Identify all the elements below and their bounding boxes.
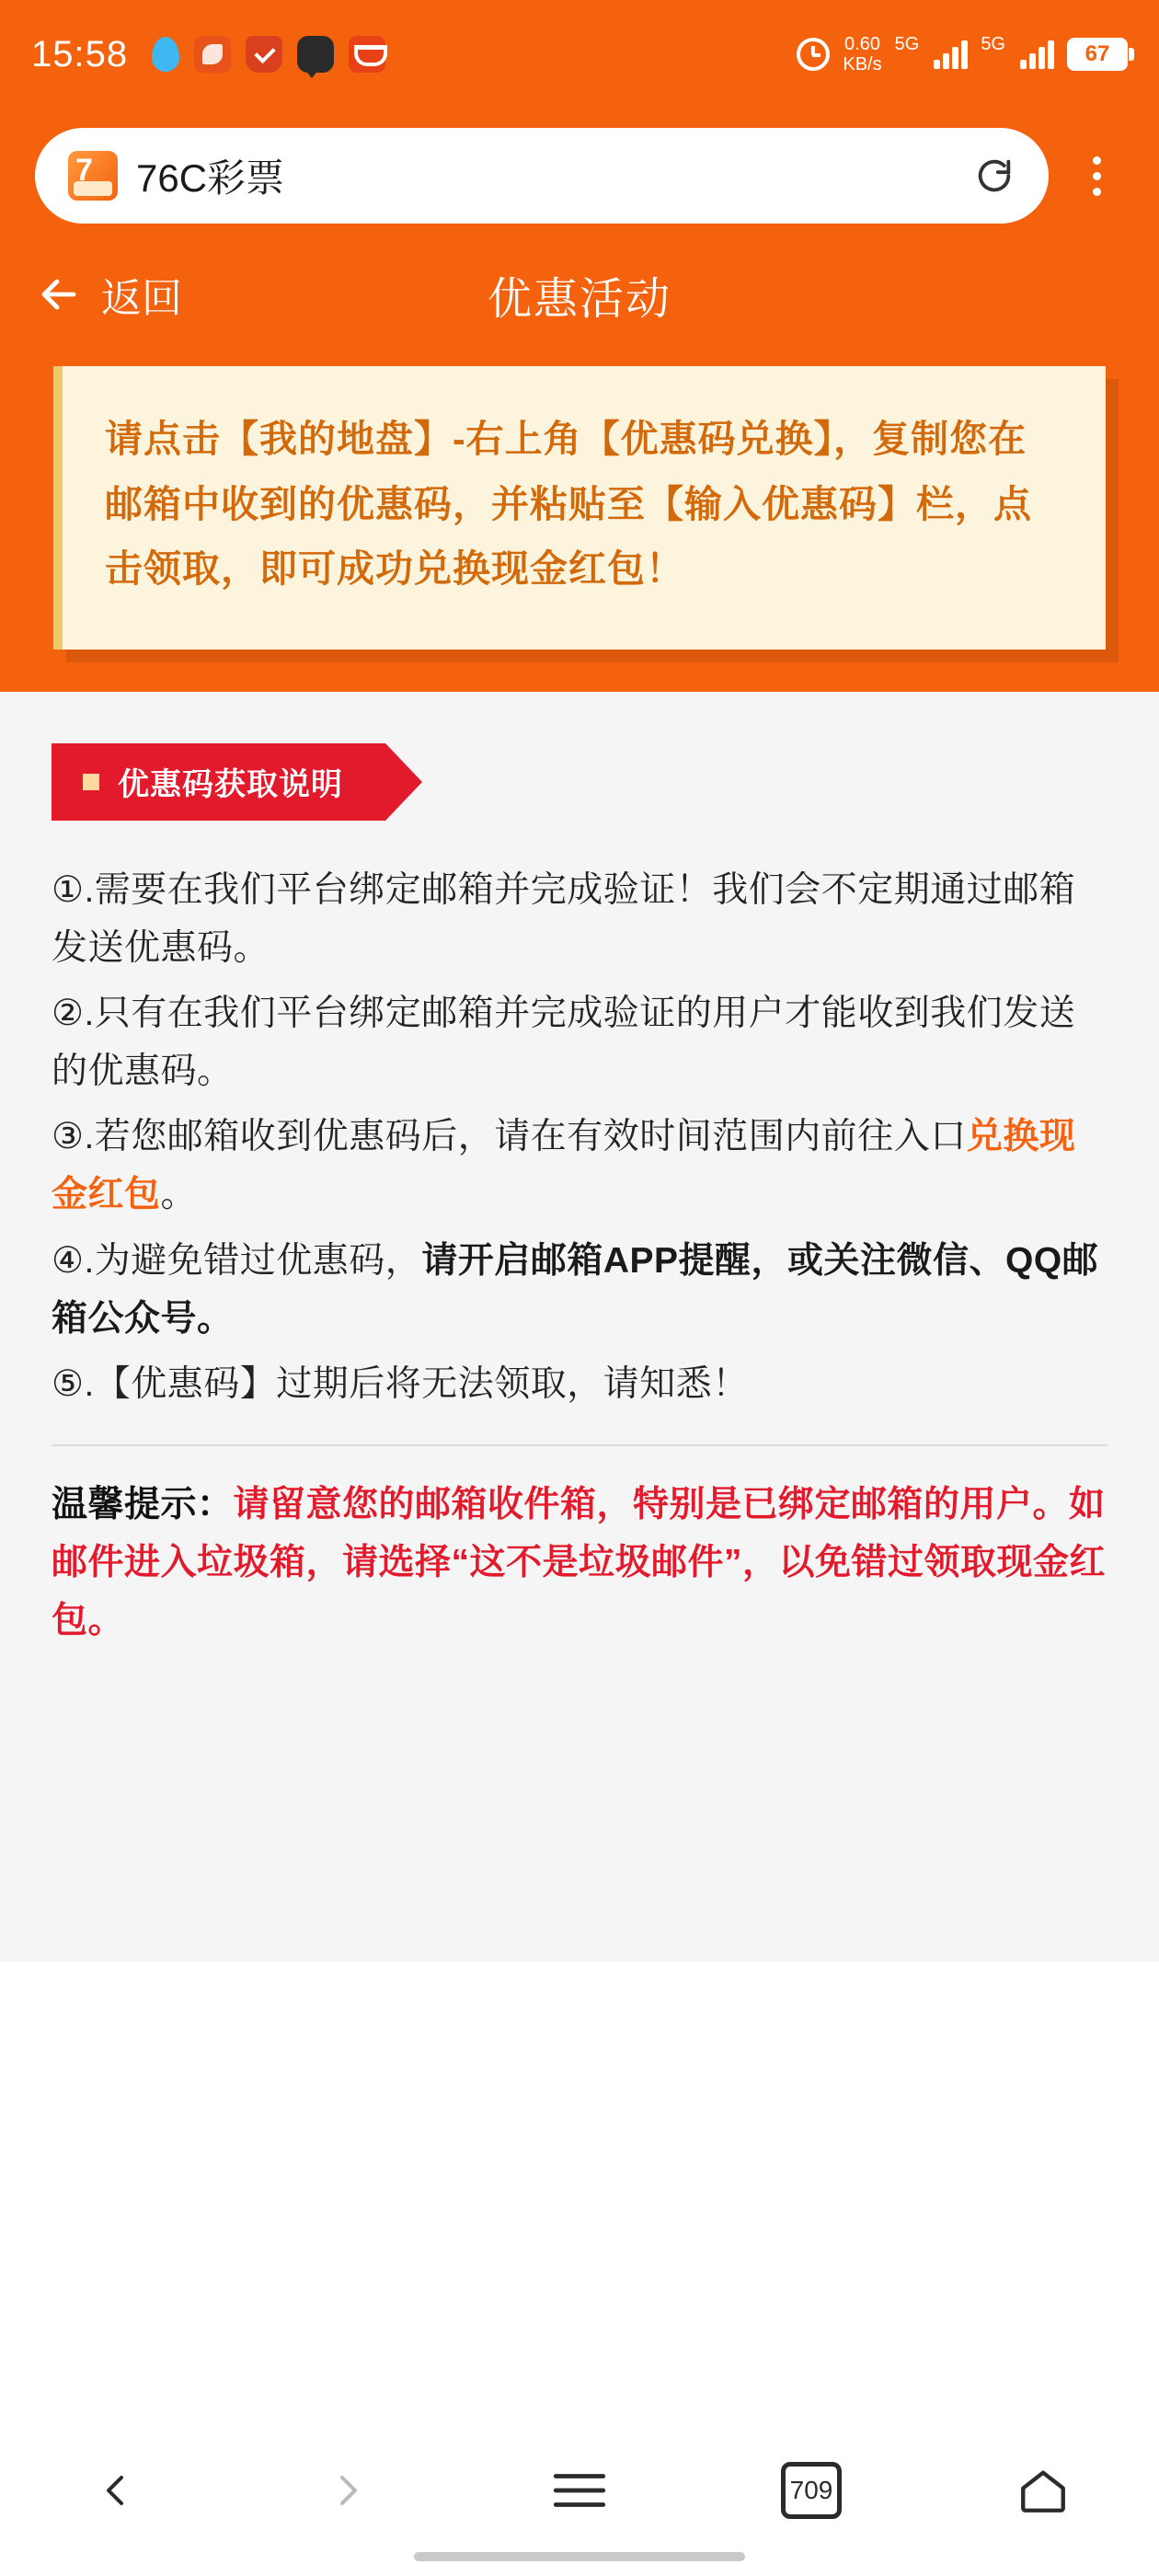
rule-item-3-tail: 。 <box>160 1175 198 1215</box>
nav-tabs-button[interactable] <box>747 2444 876 2536</box>
rule-item-2: ②.只有在我们平台绑定邮箱并完成验证的用户才能收到我们发送的优惠码。 <box>52 993 1076 1092</box>
notice-card <box>53 366 1106 650</box>
chevron-left-icon[interactable] <box>94 2463 138 2518</box>
nav-back-button[interactable] <box>52 2444 180 2536</box>
mail-icon <box>349 36 385 73</box>
nav-forward-button[interactable] <box>283 2444 412 2536</box>
reload-icon[interactable] <box>973 155 1016 197</box>
signal-bars-2 <box>1020 40 1054 69</box>
bullet-square-icon <box>83 774 99 790</box>
water-drop-icon <box>152 37 179 72</box>
rule-item-3-text: ③.若您邮箱收到优惠码后，请在有效时间范围内前往入口 <box>52 1117 967 1157</box>
battery-indicator: 67 <box>1067 38 1128 71</box>
back-button-label[interactable]: 返回 <box>101 276 182 321</box>
nav-menu-button[interactable] <box>515 2444 644 2536</box>
back-arrow-icon[interactable] <box>37 272 81 316</box>
signal-1-label: 5G <box>894 34 920 54</box>
home-indicator <box>414 2552 745 2561</box>
rule-item-4 <box>52 1232 1107 1348</box>
warm-tip-body: 请留意您的邮箱收件箱，特别是已绑定邮箱的用户。如邮件进入垃圾箱，请选择“这不是垃圾邮件”，以免错过领取现金红包。 <box>52 1485 1107 1641</box>
status-left-icons <box>152 36 385 73</box>
signal-bars-1 <box>934 40 968 69</box>
back-button[interactable] <box>37 265 182 324</box>
home-icon[interactable] <box>1016 2464 1070 2517</box>
page-title: 优惠活动 <box>487 274 671 324</box>
rule-item-4-bold: 请开启邮箱APP提醒，或关注微信、QQ邮箱公众号。 <box>52 1240 1099 1339</box>
browser-toolbar <box>0 109 1159 243</box>
leaf-icon <box>194 36 231 73</box>
shield-icon <box>246 36 282 73</box>
page-header <box>0 243 1159 346</box>
address-bar[interactable] <box>35 128 1049 224</box>
alarm-icon <box>797 38 830 71</box>
status-bar <box>0 0 1159 109</box>
signal-2-label: 5G <box>981 34 1005 54</box>
warm-tip-label: 温馨提示： <box>52 1485 234 1525</box>
network-speed-value: 0.60 <box>844 34 880 54</box>
network-speed-unit: KB/s <box>843 54 882 75</box>
warm-tip <box>52 1476 1107 1650</box>
browser-bottom-nav <box>0 2405 1159 2576</box>
hero-section <box>0 346 1159 692</box>
rule-item-3 <box>52 1108 1107 1224</box>
rule-item-1: ①.需要在我们平台绑定邮箱并完成验证！我们会不定期通过邮箱发送优惠码。 <box>52 869 1076 968</box>
section-ribbon-title: 优惠码获取说明 <box>118 767 343 803</box>
status-right-icons <box>797 34 1128 75</box>
nav-home-button[interactable] <box>979 2444 1107 2536</box>
notice-text: 请点击【我的地盘】-右上角【优惠码兑换】，复制您在邮箱中收到的优惠码，并粘贴至【输入优惠码】栏，点击领取，即可成功兑换现金红包！ <box>105 418 1032 591</box>
rule-list <box>52 861 1107 1414</box>
chat-bubble-icon <box>297 36 334 73</box>
chevron-right-icon[interactable] <box>326 2463 370 2518</box>
rule-item-3-highlight: 兑换现金红包 <box>52 1117 1076 1215</box>
site-favicon <box>68 151 118 201</box>
instructions-section <box>0 692 1159 1961</box>
rule-item-5: ⑤.【优惠码】过期后将无法领取，请知悉！ <box>52 1363 749 1404</box>
hamburger-icon[interactable] <box>551 2467 608 2513</box>
section-ribbon <box>52 743 385 821</box>
kebab-menu-icon[interactable] <box>1069 156 1124 196</box>
address-bar-text[interactable]: 76C彩票 <box>136 156 285 200</box>
status-time: 15:58 <box>31 33 129 75</box>
divider <box>52 1444 1107 1446</box>
network-speed <box>843 34 881 75</box>
rule-item-4-text: ④.为避免错过优惠码， <box>52 1240 422 1281</box>
tab-count-badge[interactable]: 709 <box>781 2462 842 2519</box>
